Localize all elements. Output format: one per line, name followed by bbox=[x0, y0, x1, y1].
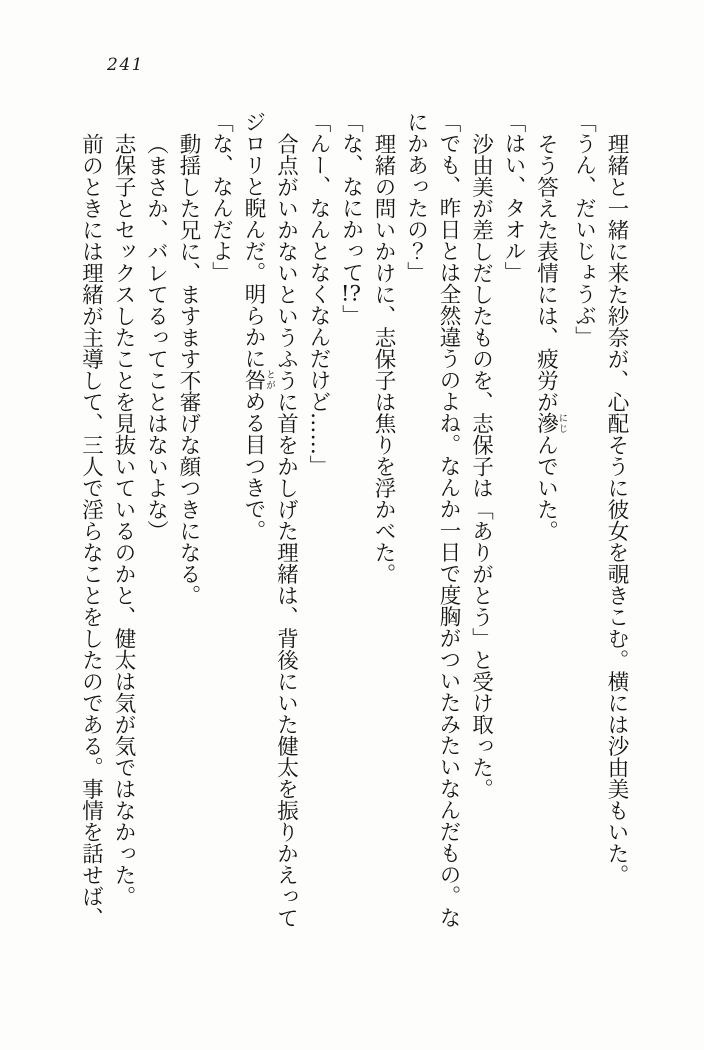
paragraph: 動揺した兄に、ますます不審げな顔つきになる。 bbox=[176, 132, 201, 606]
ruby-annotated-kanji: 咎とが bbox=[241, 369, 275, 391]
paragraph: 「はい、タオル」 bbox=[501, 111, 526, 283]
paragraph: 「んー、なんとなくなんだけど……」 bbox=[306, 111, 331, 477]
tate-chu-yoko: !? bbox=[340, 283, 362, 305]
paragraph: 理緒と一緒に来た紗奈が、心配そうに彼女を覗きこむ。横には沙由美もいた。 bbox=[604, 132, 629, 885]
book-text bbox=[79, 111, 632, 937]
paragraph: （まさか、バレてるってことはないよな） bbox=[143, 132, 169, 541]
paragraph: そう答えた表情には、疲労が滲にじんでいた。 bbox=[533, 132, 568, 541]
page-number: 241 bbox=[107, 55, 144, 75]
paragraph: 合点がいかないというふうに首をかしげた理緒は、背後にいた健太を振りかえってジロリと睨んだ。明らかに咎とがめる目つきで。 bbox=[241, 111, 299, 928]
paragraph: 前のときには理緒が主導して、三人で淫らなことをしたのである。事情を話せば、 bbox=[78, 132, 104, 928]
paragraph: 「でも、昨日とは全然違うのよね。なんか一日で度胸がついたみたいなんだもの。なにかあったの？」 bbox=[403, 111, 461, 928]
paragraph: 沙由美が差しだしたものを、志保子は「ありがとう」と受け取った。 bbox=[468, 132, 494, 799]
paragraph: 「な、なにかって!?」 bbox=[338, 111, 364, 326]
paragraph: 「うん、だいじょうぶ」 bbox=[571, 111, 597, 348]
paragraph: 「な、なんだよ」 bbox=[208, 111, 234, 283]
ruby-annotated-kanji: 滲にじ bbox=[533, 412, 568, 434]
paragraph: 志保子とセックスしたことを見抜いているのかと、健太は気が気ではなかった。 bbox=[111, 132, 136, 907]
paragraph: 理緒の問いかけに、志保子は焦りを浮かべた。 bbox=[371, 132, 396, 584]
